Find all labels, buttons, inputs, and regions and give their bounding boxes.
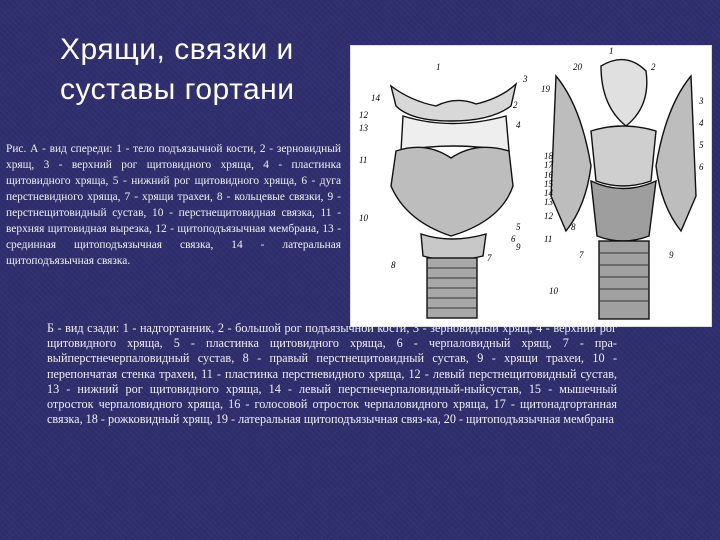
front-label-2: 2 bbox=[513, 100, 518, 110]
back-label-11: 11 bbox=[544, 234, 553, 244]
caption-back-view: Б - вид сзади: 1 - надгортанник, 2 - большой рог подъязычной кости, 3 - зерновидный хрящ, 4 - верхний рог щитовидного хряща, 5 - пластинка щитовидного хряща, 6 - черпаловидный хрящ, 7 - пра-выйперстнечерпаловидный сустав, 8 - правый перстнещитовидный сустав, 9 - хрящи трахеи, 10 - перепончатая стенка трахеи, 11 - пластинка перстневидного хряща, 12 - левый перстнещитовидный сустав, 13 - нижний рог щитовидного хряща, 14 - левый перстнечерпаловидный-ныйсустав, 15 - мышечный отросток черпаловидного хряща, 16 - голосовой отросток черпаловидного хряща, 17 - щитонадгортанная связка, 18 - рожковидный хрящ, 19 - латеральная щитоподъязычная связ-ка, 20 - щитоподъязычная мембрана bbox=[47, 321, 617, 427]
back-thyroid-lamina-right bbox=[656, 76, 696, 231]
back-label-14: 14 bbox=[544, 188, 553, 198]
back-label-5: 5 bbox=[699, 140, 704, 150]
back-label-6: 6 bbox=[699, 162, 704, 172]
larynx-illustration bbox=[350, 45, 712, 327]
title-line-2: суставы гортани bbox=[60, 73, 295, 106]
back-label-12: 12 bbox=[544, 211, 553, 221]
back-label-15: 15 bbox=[544, 179, 553, 189]
front-label-6: 6 bbox=[511, 234, 516, 244]
back-cricoid-lamina bbox=[591, 181, 656, 241]
back-label-17: 17 bbox=[544, 160, 553, 170]
back-label-8: 8 bbox=[571, 222, 576, 232]
front-label-4: 4 bbox=[516, 120, 521, 130]
front-label-1: 1 bbox=[436, 62, 441, 72]
front-thyroid-cartilage bbox=[391, 147, 513, 236]
front-label-12: 12 bbox=[359, 110, 368, 120]
back-label-7: 7 bbox=[579, 250, 584, 260]
front-label-8: 8 bbox=[391, 260, 396, 270]
back-epiglottis bbox=[601, 60, 647, 126]
front-label-11: 11 bbox=[359, 155, 368, 165]
front-hyoid-bone bbox=[391, 84, 516, 121]
back-label-20: 20 bbox=[573, 62, 582, 72]
back-label-10: 10 bbox=[549, 286, 558, 296]
back-label-4: 4 bbox=[699, 118, 704, 128]
back-label-2: 2 bbox=[651, 62, 656, 72]
caption-front-view: Рис. А - вид спереди: 1 - тело подъязычной кости, 2 - зерновидный хрящ, 3 - верхний рог щитовидного хряща, 4 - пластинка щитовидного хряща, 5 - нижний рог щитовидного хряща, 6 - дуга перстневидного хряща, 7 - хрящи трахеи, 8 - кольцевые связки, 9 - перстнещитовидный сустав, 10 - перстнещитовидная связка, 11 - верхняя щитовидная вырезка, 12 - щитоподъязычная мембрана, 13 - срединная щитоподъязычная связка, 14 - латеральная щитоподъязычная связка. bbox=[6, 143, 341, 267]
title-line-1: Хрящи, связки и bbox=[60, 33, 294, 66]
front-label-7: 7 bbox=[487, 253, 492, 263]
back-label-3: 3 bbox=[699, 96, 704, 106]
slide-title bbox=[60, 30, 350, 110]
front-label-3: 3 bbox=[523, 74, 528, 84]
back-label-19: 19 bbox=[541, 84, 550, 94]
front-label-5: 5 bbox=[516, 222, 521, 232]
front-label-10: 10 bbox=[359, 213, 368, 223]
back-label-18: 18 bbox=[544, 151, 553, 161]
front-cricoid-cartilage bbox=[421, 234, 486, 260]
front-label-9: 9 bbox=[516, 242, 521, 252]
back-label-13: 13 bbox=[544, 197, 553, 207]
back-label-16: 16 bbox=[544, 170, 553, 180]
back-arytenoid-cartilages bbox=[591, 126, 656, 186]
back-label-1: 1 bbox=[609, 46, 614, 56]
back-label-9: 9 bbox=[669, 250, 674, 260]
front-label-13: 13 bbox=[359, 123, 368, 133]
larynx-drawing bbox=[351, 46, 711, 326]
front-label-14: 14 bbox=[371, 93, 380, 103]
back-thyroid-lamina-left bbox=[551, 76, 591, 231]
